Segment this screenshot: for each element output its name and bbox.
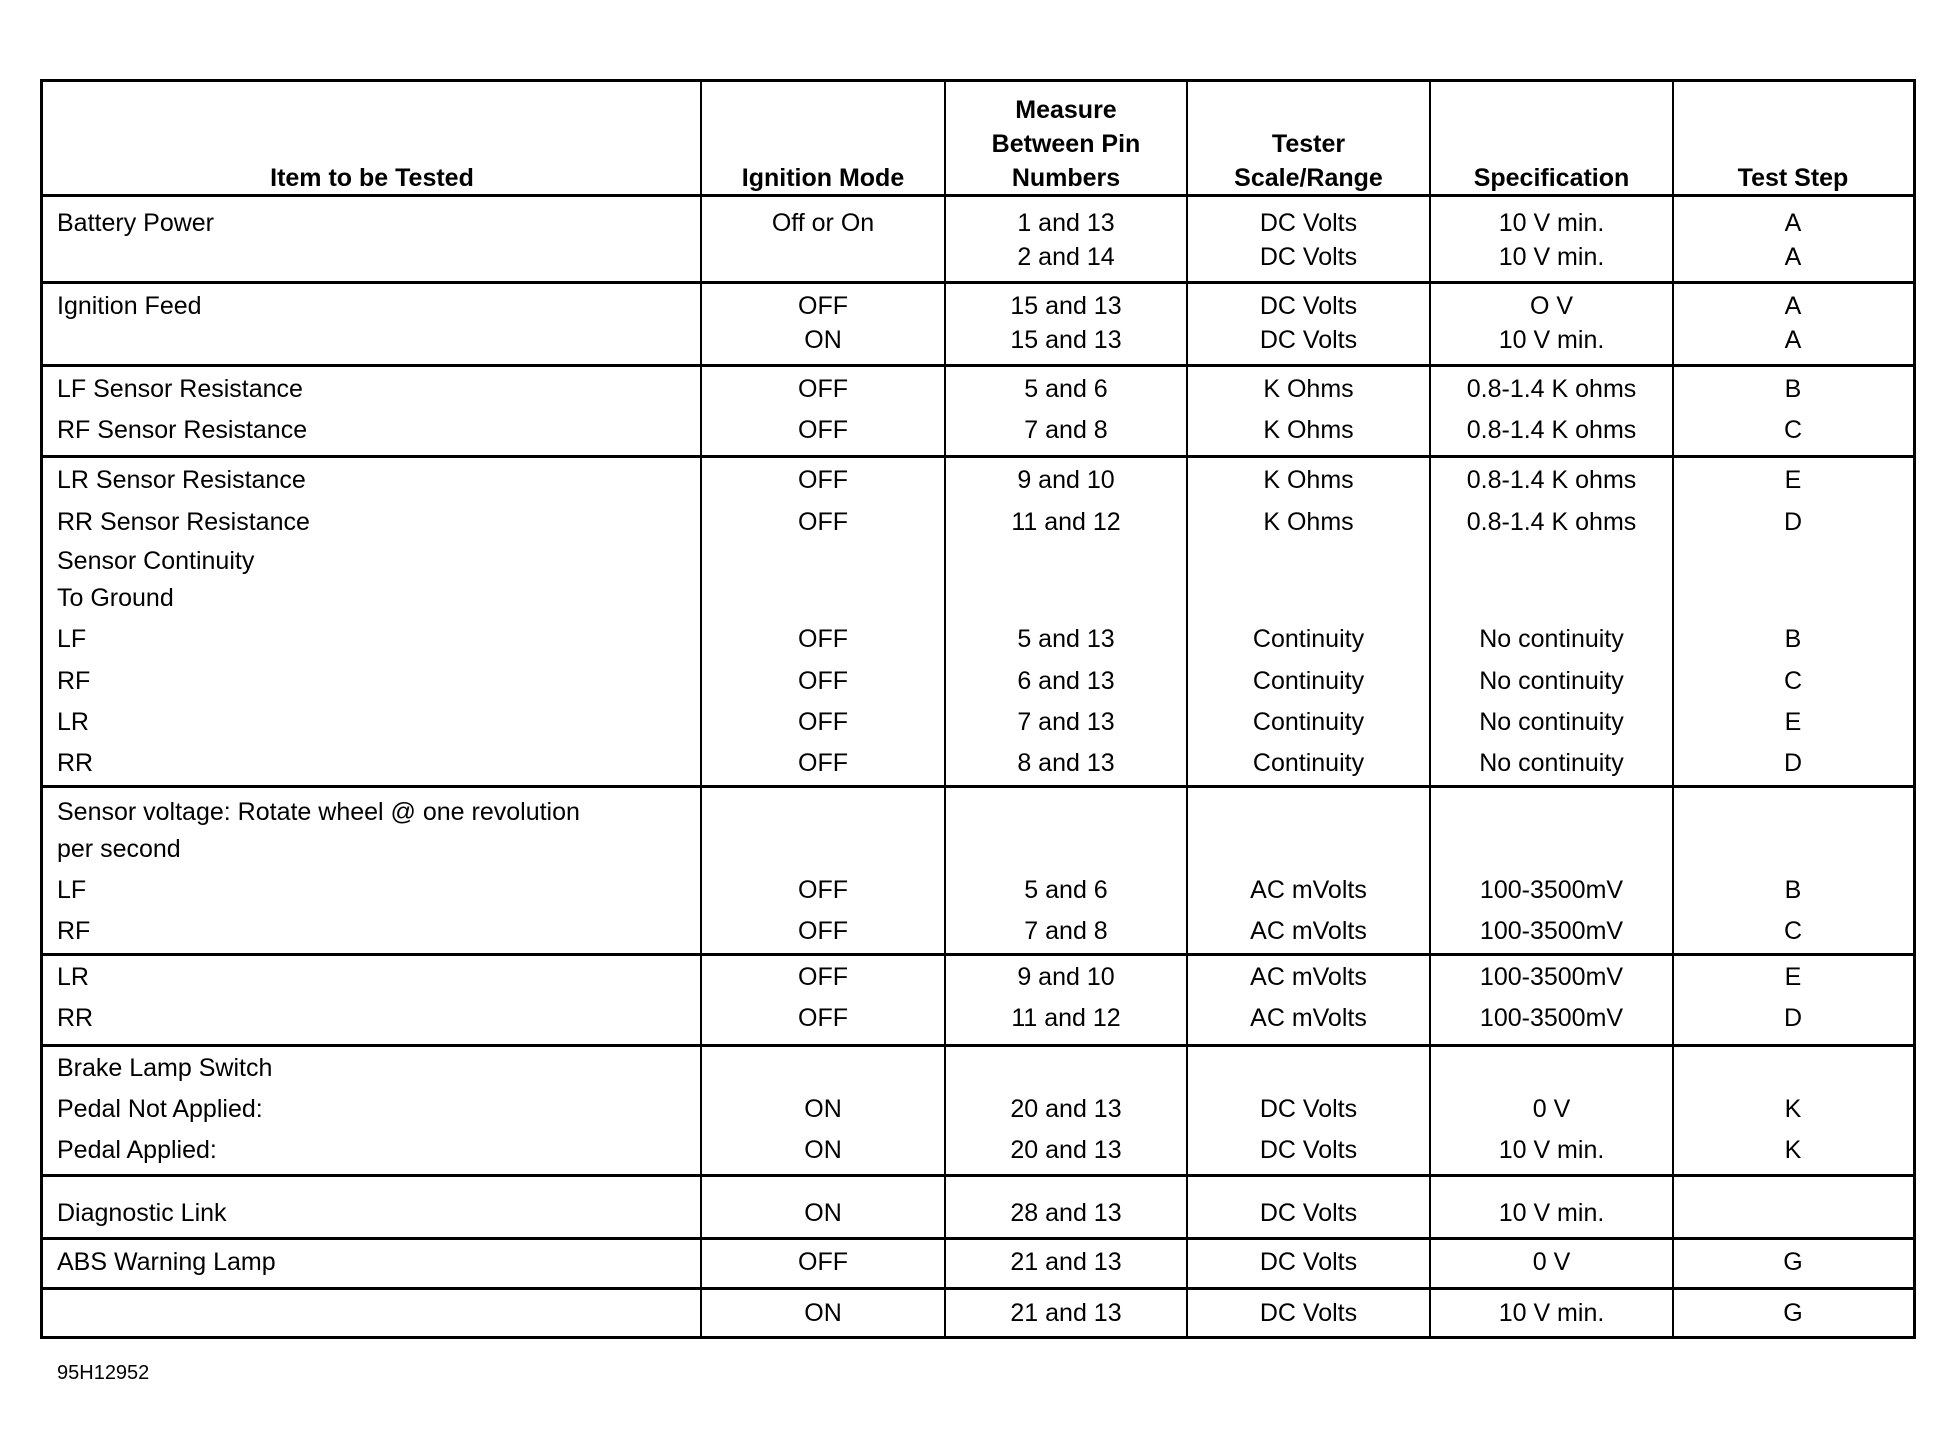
cell-measure-pins: 15 and 13 xyxy=(1010,325,1122,354)
cell-measure-pins xyxy=(945,829,1187,870)
cell-measure-pins: 5 and 6 xyxy=(1024,876,1108,904)
cell-test-step xyxy=(1673,578,1913,619)
cell-ignition-mode xyxy=(701,544,945,578)
table-row-group xyxy=(43,366,1913,457)
figure-code: 95H12952 xyxy=(57,1362,150,1384)
cell-ignition-mode: OFF xyxy=(798,508,848,536)
cell-tester-scale: DC Volts xyxy=(1259,291,1358,320)
cell-test-step: K xyxy=(1784,1095,1802,1123)
cell-specification: 10 V min. xyxy=(1498,208,1605,237)
cell-tester-scale: AC mVolts xyxy=(1250,917,1367,945)
cell-test-step: E xyxy=(1784,708,1802,736)
cell-ignition-mode: OFF xyxy=(798,876,848,904)
cell-test-step xyxy=(1673,795,1913,829)
cell-item-to-be-tested: ABS Warning Lamp xyxy=(57,1248,276,1276)
cell-item-to-be-tested: Ignition Feed xyxy=(57,291,202,320)
cell-specification: O V xyxy=(1529,291,1574,320)
header-specification xyxy=(1430,82,1673,199)
table-row xyxy=(43,660,1913,702)
cell-item-to-be-tested: LR xyxy=(57,708,89,736)
cell-measure-pins: 5 and 6 xyxy=(1024,375,1108,403)
cell-ignition-mode: ON xyxy=(804,1198,842,1227)
cell-specification: 0.8-1.4 K ohms xyxy=(1466,416,1637,444)
cell-tester-scale: DC Volts xyxy=(1259,242,1358,271)
cell-test-step xyxy=(1673,544,1913,578)
cell-ignition-mode: OFF xyxy=(798,375,848,403)
cell-item-to-be-tested: RF xyxy=(57,917,91,945)
cell-tester-scale: K Ohms xyxy=(1263,416,1354,444)
cell-ignition-mode: OFF xyxy=(798,917,848,945)
cell-item-to-be-tested xyxy=(43,1291,701,1336)
table-row xyxy=(43,544,1913,578)
cell-ignition-mode: ON xyxy=(804,1299,842,1327)
cell-tester-scale: Continuity xyxy=(1252,625,1365,653)
cell-ignition-mode xyxy=(701,240,945,274)
cell-specification xyxy=(1430,1048,1673,1089)
cell-specification: 100-3500mV xyxy=(1479,876,1624,904)
header-text: Item to be Tested xyxy=(270,164,474,192)
table-row xyxy=(43,460,1913,501)
cell-ignition-mode: OFF xyxy=(798,1004,848,1032)
cell-test-step: A xyxy=(1784,208,1802,237)
cell-tester-scale: AC mVolts xyxy=(1250,876,1367,904)
cell-test-step: D xyxy=(1783,508,1803,536)
cell-specification: 0.8-1.4 K ohms xyxy=(1466,375,1637,403)
cell-ignition-mode: OFF xyxy=(798,708,848,736)
cell-tester-scale xyxy=(1187,578,1430,619)
cell-item-to-be-tested: Pedal Applied: xyxy=(57,1136,217,1164)
cell-test-step: C xyxy=(1783,917,1803,945)
cell-tester-scale xyxy=(1187,1048,1430,1089)
cell-measure-pins: 21 and 13 xyxy=(1010,1299,1122,1327)
cell-test-step: D xyxy=(1783,1004,1803,1032)
table-row-group xyxy=(43,1176,1913,1239)
cell-measure-pins: 21 and 13 xyxy=(1010,1248,1122,1276)
cell-tester-scale: DC Volts xyxy=(1259,1198,1358,1227)
cell-ignition-mode xyxy=(701,1048,945,1089)
cell-item-to-be-tested: Battery Power xyxy=(57,208,215,237)
cell-test-step: K xyxy=(1784,1136,1802,1164)
cell-specification: 10 V min. xyxy=(1498,1198,1605,1227)
cell-test-step: B xyxy=(1784,625,1802,653)
cell-tester-scale xyxy=(1187,795,1430,829)
header-test-step xyxy=(1673,82,1913,199)
cell-item-to-be-tested: RR Sensor Resistance xyxy=(57,508,310,536)
cell-ignition-mode: OFF xyxy=(798,666,848,695)
header-text: Measure xyxy=(1015,96,1117,124)
cell-measure-pins xyxy=(945,795,1187,829)
cell-specification: 0.8-1.4 K ohms xyxy=(1466,508,1637,536)
cell-measure-pins xyxy=(945,578,1187,619)
cell-item-to-be-tested: LR xyxy=(57,963,89,991)
table-row xyxy=(43,619,1913,660)
cell-measure-pins: 7 and 8 xyxy=(1024,416,1108,444)
cell-item-to-be-tested: Pedal Not Applied: xyxy=(57,1095,263,1123)
header-measure-pins xyxy=(945,82,1187,199)
cell-test-step xyxy=(1673,1193,1913,1233)
header-text: Tester xyxy=(1271,130,1346,158)
header-tester-scale xyxy=(1187,82,1430,199)
cell-test-step xyxy=(1673,1048,1913,1089)
cell-tester-scale: AC mVolts xyxy=(1250,963,1367,991)
table-row-group xyxy=(43,1289,1913,1339)
table-row xyxy=(43,410,1913,451)
cell-measure-pins xyxy=(945,1048,1187,1089)
table-row xyxy=(43,1193,1913,1233)
cell-test-step: C xyxy=(1783,416,1803,444)
cell-measure-pins: 1 and 13 xyxy=(1017,208,1115,237)
cell-tester-scale: Continuity xyxy=(1252,708,1365,736)
cell-specification: 10 V min. xyxy=(1498,1299,1605,1327)
cell-ignition-mode xyxy=(701,829,945,870)
cell-ignition-mode: ON xyxy=(804,325,842,354)
cell-tester-scale: DC Volts xyxy=(1259,325,1358,354)
table-row xyxy=(43,795,1913,829)
cell-test-step: C xyxy=(1783,666,1803,695)
cell-test-step: A xyxy=(1784,242,1802,271)
cell-tester-scale xyxy=(1187,829,1430,870)
table-row xyxy=(43,289,1913,323)
cell-tester-scale: Continuity xyxy=(1252,666,1365,695)
test-specification-table xyxy=(40,79,1916,1339)
table-row-group xyxy=(43,283,1913,366)
table-row xyxy=(43,501,1913,544)
table-row xyxy=(43,998,1913,1039)
cell-measure-pins: 9 and 10 xyxy=(1017,466,1115,494)
table-row-group xyxy=(43,1046,1913,1176)
cell-ignition-mode: OFF xyxy=(798,1248,848,1276)
header-text: Ignition Mode xyxy=(741,164,905,192)
cell-tester-scale: DC Volts xyxy=(1259,208,1358,237)
cell-test-step xyxy=(1673,829,1913,870)
table-row xyxy=(43,323,1913,357)
cell-test-step: G xyxy=(1783,1248,1803,1276)
cell-measure-pins: 9 and 10 xyxy=(1017,963,1115,991)
table-row xyxy=(43,911,1913,952)
cell-test-step: D xyxy=(1783,749,1803,777)
cell-ignition-mode xyxy=(701,578,945,619)
cell-ignition-mode: OFF xyxy=(798,625,848,653)
cell-specification xyxy=(1430,829,1673,870)
cell-specification: No continuity xyxy=(1479,625,1624,653)
cell-tester-scale: DC Volts xyxy=(1259,1299,1358,1327)
table-row xyxy=(43,369,1913,410)
cell-item-to-be-tested: LF Sensor Resistance xyxy=(57,375,303,403)
table-row xyxy=(43,1089,1913,1130)
cell-measure-pins: 11 and 12 xyxy=(1011,508,1121,536)
cell-specification: 0.8-1.4 K ohms xyxy=(1466,466,1637,494)
cell-measure-pins: 6 and 13 xyxy=(1017,666,1115,695)
cell-specification: 100-3500mV xyxy=(1479,1004,1624,1032)
table-row xyxy=(43,240,1913,274)
cell-specification: No continuity xyxy=(1479,708,1624,736)
header-text: Test Step xyxy=(1737,164,1849,192)
cell-test-step: G xyxy=(1783,1299,1803,1327)
cell-tester-scale: K Ohms xyxy=(1263,466,1354,494)
cell-item-to-be-tested: Sensor Continuity xyxy=(57,546,255,575)
cell-specification xyxy=(1430,544,1673,578)
cell-item-to-be-tested: Sensor voltage: Rotate wheel @ one revolution xyxy=(57,797,580,826)
cell-specification: 10 V min. xyxy=(1498,325,1605,354)
cell-tester-scale: DC Volts xyxy=(1259,1248,1358,1276)
cell-item-to-be-tested: RF xyxy=(57,666,91,695)
cell-measure-pins: 15 and 13 xyxy=(1010,291,1122,320)
cell-measure-pins xyxy=(945,544,1187,578)
cell-ignition-mode: ON xyxy=(804,1136,842,1164)
table-row xyxy=(43,743,1913,784)
cell-measure-pins: 5 and 13 xyxy=(1017,625,1115,653)
cell-tester-scale xyxy=(1187,544,1430,578)
header-text: Specification xyxy=(1473,164,1630,192)
cell-item-to-be-tested: per second xyxy=(57,835,181,863)
cell-item-to-be-tested: RF Sensor Resistance xyxy=(57,416,308,444)
cell-measure-pins: 11 and 12 xyxy=(1011,1004,1121,1032)
cell-item-to-be-tested: RR xyxy=(57,749,94,777)
table-row xyxy=(43,1291,1913,1336)
cell-test-step: B xyxy=(1784,375,1802,403)
cell-tester-scale: K Ohms xyxy=(1263,508,1354,536)
cell-item-to-be-tested: RR xyxy=(57,1004,94,1032)
cell-tester-scale: DC Volts xyxy=(1259,1136,1358,1164)
table-row-group xyxy=(43,955,1913,1046)
cell-tester-scale: AC mVolts xyxy=(1250,1004,1367,1032)
cell-measure-pins: 28 and 13 xyxy=(1010,1198,1122,1227)
cell-specification xyxy=(1430,795,1673,829)
header-item-to-be-tested xyxy=(43,82,701,199)
cell-specification: 0 V xyxy=(1532,1248,1571,1276)
cell-specification: No continuity xyxy=(1479,666,1624,695)
cell-ignition-mode xyxy=(701,795,945,829)
cell-tester-scale: K Ohms xyxy=(1263,375,1354,403)
cell-specification xyxy=(1430,578,1673,619)
cell-item-to-be-tested: LF xyxy=(57,876,87,904)
table-row xyxy=(43,702,1913,743)
cell-test-step: A xyxy=(1784,291,1802,320)
cell-item-to-be-tested: To Ground xyxy=(57,584,174,612)
cell-test-step: E xyxy=(1784,466,1802,494)
cell-ignition-mode: ON xyxy=(804,1095,842,1123)
cell-ignition-mode: OFF xyxy=(798,291,848,320)
cell-test-step: B xyxy=(1784,876,1802,904)
cell-item-to-be-tested: LR Sensor Resistance xyxy=(57,466,306,494)
cell-measure-pins: 8 and 13 xyxy=(1017,749,1115,777)
table-row-group xyxy=(43,787,1913,955)
cell-ignition-mode: OFF xyxy=(798,963,848,991)
header-ignition-mode xyxy=(701,82,945,199)
table-row xyxy=(43,1048,1913,1089)
cell-item-to-be-tested: Brake Lamp Switch xyxy=(57,1054,273,1082)
cell-measure-pins: 7 and 8 xyxy=(1024,917,1108,945)
cell-test-step: E xyxy=(1784,963,1802,991)
table-row xyxy=(43,578,1913,619)
cell-ignition-mode: OFF xyxy=(798,466,848,494)
cell-test-step: A xyxy=(1784,325,1802,354)
cell-measure-pins: 20 and 13 xyxy=(1010,1095,1122,1123)
cell-item-to-be-tested: LF xyxy=(57,625,87,653)
table-row xyxy=(43,206,1913,240)
header-text: Numbers xyxy=(1011,164,1121,192)
table-row-group xyxy=(43,196,1913,283)
cell-ignition-mode: OFF xyxy=(798,749,848,777)
cell-specification: 0 V xyxy=(1532,1095,1571,1123)
table-row-group xyxy=(43,457,1913,787)
cell-specification: 10 V min. xyxy=(1498,242,1605,271)
cell-tester-scale: DC Volts xyxy=(1259,1095,1358,1123)
cell-measure-pins: 7 and 13 xyxy=(1017,708,1115,736)
table-row xyxy=(43,829,1913,870)
header-text: Between Pin xyxy=(991,130,1141,158)
cell-tester-scale: Continuity xyxy=(1252,749,1365,777)
table-row xyxy=(43,1240,1913,1285)
cell-specification: No continuity xyxy=(1479,749,1624,777)
cell-item-to-be-tested xyxy=(43,323,701,357)
cell-ignition-mode: OFF xyxy=(798,416,848,444)
table-row xyxy=(43,870,1913,911)
cell-item-to-be-tested: Diagnostic Link xyxy=(57,1198,227,1227)
cell-specification: 100-3500mV xyxy=(1479,917,1624,945)
table-row-group xyxy=(43,1239,1913,1289)
header-text: Scale/Range xyxy=(1234,164,1383,192)
cell-item-to-be-tested xyxy=(43,240,701,274)
table-row xyxy=(43,957,1913,998)
cell-specification: 100-3500mV xyxy=(1479,963,1624,991)
cell-measure-pins: 20 and 13 xyxy=(1010,1136,1122,1164)
cell-measure-pins: 2 and 14 xyxy=(1017,242,1115,271)
table-row xyxy=(43,1130,1913,1171)
cell-specification: 10 V min. xyxy=(1498,1136,1605,1164)
cell-ignition-mode: Off or On xyxy=(771,208,875,237)
